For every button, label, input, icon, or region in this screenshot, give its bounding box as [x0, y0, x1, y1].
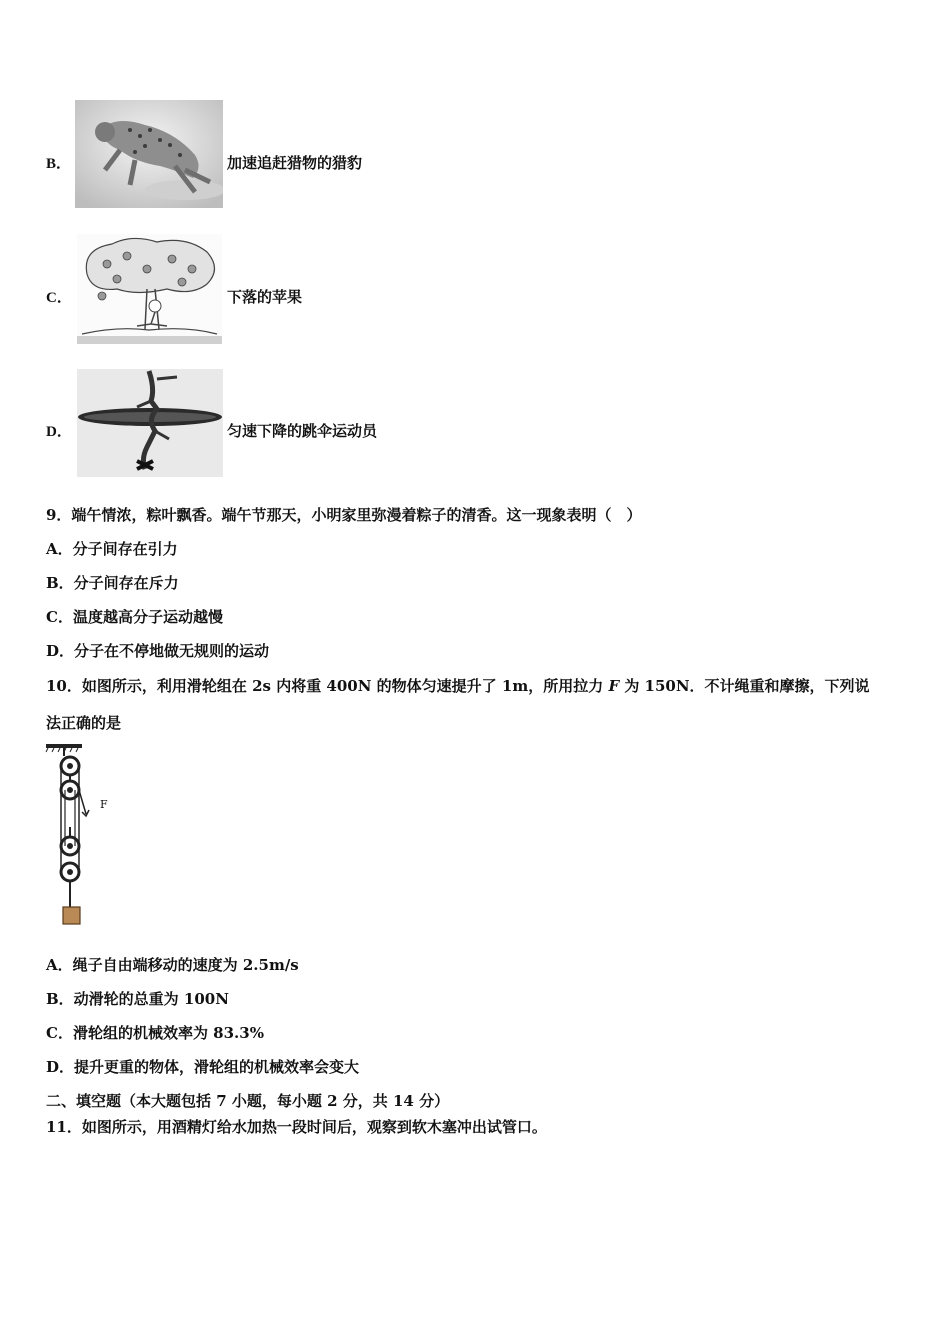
q9-option-c: C．温度越高分子运动越慢	[46, 608, 223, 626]
option-d-text: 匀速下降的跳伞运动员	[227, 422, 378, 440]
q10-stem-line2: 法正确的是	[46, 714, 122, 732]
pulley-figure	[44, 742, 114, 932]
q9-option-a: A．分子间存在引力	[46, 540, 178, 558]
option-c-label: C．	[46, 290, 72, 306]
q10-option-a: A．绳子自由端移动的速度为 2.5m/s	[46, 956, 299, 974]
q10-stem-part1: 10．如图所示，利用滑轮组在 2s 内将重 400N 的物体匀速提升了 1m，所用拉力	[46, 677, 609, 695]
option-c-text: 下落的苹果	[227, 288, 303, 306]
q10-option-b: B．动滑轮的总重为 100N	[46, 990, 229, 1008]
force-label: F	[100, 798, 108, 811]
q9-stem: 9．端午情浓，粽叶飘香。端午节那天，小明家里弥漫着粽子的清香。这一现象表明（ ）	[46, 506, 642, 524]
option-d-label: D．	[46, 424, 72, 440]
q9-option-b: B．分子间存在斥力	[46, 574, 179, 592]
section-heading: 二、填空题（本大题包括 7 小题，每小题 2 分，共 14 分）	[46, 1092, 450, 1110]
option-b-text: 加速追赶猎物的猎豹	[227, 154, 363, 172]
option-b-label: B．	[46, 156, 72, 172]
q11-stem: 11．如图所示，用酒精灯给水加热一段时间后，观察到软木塞冲出试管口。	[46, 1118, 547, 1136]
q10-option-c: C．滑轮组的机械效率为 83.3%	[46, 1024, 264, 1042]
q10-stem-part2: 为 150N．不计绳重和摩擦，下列说	[619, 677, 870, 695]
skydivers-image	[77, 369, 223, 477]
cheetah-image	[75, 100, 223, 208]
q10-stem-line1	[46, 675, 870, 696]
q10-option-d: D．提升更重的物体，滑轮组的机械效率会变大	[46, 1058, 360, 1076]
q9-option-d: D．分子在不停地做无规则的运动	[46, 642, 270, 660]
apple-tree-image	[77, 234, 222, 344]
force-variable: F	[608, 677, 620, 695]
